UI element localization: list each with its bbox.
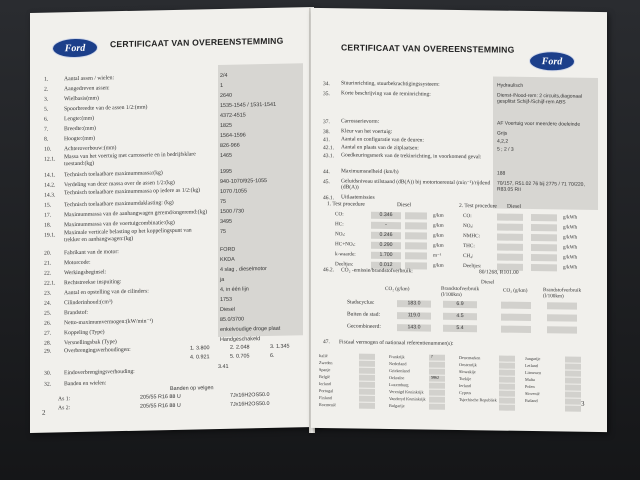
country-name: België (319, 374, 330, 380)
spec-label: Motorcode: (64, 259, 91, 267)
emission-unit-2: g/kWh (563, 264, 578, 271)
co2-row (311, 310, 607, 323)
country-value-box (499, 362, 515, 368)
page-number: 3 (581, 399, 585, 408)
country-name: Estland (525, 397, 538, 404)
spec-label: Aantal en configuratie van de deuren: (341, 136, 424, 144)
spec-number: 2. (44, 86, 49, 93)
spec-value: FORD (220, 246, 236, 253)
spec-label: Carrosserievorm: (341, 118, 380, 125)
spec-value: 4, in één lijn (220, 286, 249, 293)
spec-value: Dienst-/Nood-rem: 2 circuits,diagonaal gesplitst Schijf-/Schijf-rem ABS (497, 92, 583, 106)
spec-number: 41. (323, 137, 330, 144)
spec-label: Technisch toelaatbare maximummassa op iedere as 1/2:(kg) (64, 187, 201, 197)
emission-unit-2: g/kWh (563, 234, 578, 241)
emission-blank (531, 244, 557, 251)
spec-label: Breedte:(mm) (64, 125, 96, 133)
country-value-box (499, 397, 515, 403)
spec-label: Maximummassa van de voertuigcombinatie:(kg) (64, 219, 175, 229)
spec-value: 2640 (220, 92, 232, 99)
spec-number: 20. (44, 250, 52, 257)
spec-label: Geluidsniveau stilstaand (dB(A)) bij motortoerental (min⁻¹)/rijdend (dB(A)) (341, 178, 491, 191)
country-value-box (359, 374, 375, 380)
country-value-box (359, 360, 375, 366)
spec-label: Netto-maximumvermogen:(kW/min⁻¹) (64, 318, 154, 327)
fuel-blank (547, 302, 577, 309)
country-name: Turkije (459, 376, 472, 382)
co2-cycle: Gecombineerd: (347, 323, 381, 330)
emission-name: k-waarde: (335, 251, 356, 258)
spec-value: 75 (220, 228, 226, 235)
country-value-box (359, 353, 375, 359)
country-name: Roemenië (319, 402, 336, 408)
spec-number: 3. (44, 96, 49, 103)
spec-value (497, 197, 597, 198)
emission-unit: g/km (433, 222, 444, 229)
spec-label: Fabrikant van de motor: (64, 249, 119, 257)
emission-value: 0.012 (371, 262, 401, 269)
spec-number: 8. (44, 136, 49, 143)
emission-name-2: NMHC: (463, 233, 481, 240)
country-name: Tsjechische Republiek (459, 397, 497, 403)
country-name: Malta (525, 376, 535, 383)
spec-label: Korte beschrijving van de reminrichting: (341, 90, 431, 98)
country-name: Jungarije (525, 355, 541, 362)
spec-number: 46.1. (323, 195, 334, 202)
spec-number: 37. (323, 119, 330, 126)
spec-number: 45. (323, 179, 330, 186)
emission-value: 0.246 (371, 232, 401, 239)
spec-label: Cilinderinhoud:(cm³) (64, 299, 113, 307)
country-value-box (429, 396, 445, 402)
co2-row (311, 322, 607, 335)
emission-name-2: CH₄: (463, 253, 474, 260)
co2-blank (501, 326, 531, 333)
spec-value: 85.0/3700 (220, 316, 244, 323)
country-name: Oekraïne (389, 375, 405, 381)
spec-value: ja (220, 276, 225, 283)
spec-value: 5 ; 2 / 3 (497, 146, 514, 153)
spec-value: 70/157, R51.02 76 bij 2775 / 71 70/220, R83.05 RII (497, 180, 585, 193)
spec-label: Maximummassa van de aanhangwagen geremd/ongeremd:(kg) (64, 209, 208, 219)
spec-label: Wielbasis(mm) (64, 95, 99, 103)
spec-number: 12.1. (44, 156, 56, 163)
country-name: Ierland (319, 381, 331, 387)
left-page (30, 7, 314, 433)
gear-ratio-values-2: 4. 0.921 5. 0.705 6. (190, 352, 275, 361)
spec-label: Maximumsnelheid (km/h) (341, 168, 399, 176)
spec-label: Uitlaatemissies (341, 194, 375, 201)
emission-blank (405, 212, 427, 219)
spec-value: 3495 (220, 218, 232, 225)
co2-value: 119.0 (397, 312, 431, 319)
country-name: Griekenland (389, 368, 410, 374)
emission-blank (531, 214, 557, 221)
emission-blank (497, 214, 523, 221)
country-name: Luxemburg (389, 382, 409, 388)
spec-value: 1825 (220, 122, 232, 129)
country-value-box (565, 363, 581, 369)
country-value-box (565, 405, 581, 411)
tyres-axle2: As 2: 205/55 R16 88 U 7Jx16H2OS50.0 (58, 400, 270, 412)
spec-label: Stuurinrichting, stuurbekrachtigingssysteem: (341, 80, 440, 88)
spec-label: Lengte:(mm) (64, 115, 95, 123)
country-name: Denemarken (459, 355, 481, 361)
country-value-box (565, 391, 581, 397)
emission-name-2: CO: (463, 213, 472, 220)
spec-value: 4,2,2 (497, 138, 509, 145)
country-name: Zweden (319, 360, 333, 366)
spec-number: 44. (323, 169, 330, 176)
emission-unit: g/km (433, 262, 444, 269)
spec-label: Werkingsbeginsel: (64, 269, 107, 277)
spec-label: Achteroverbouw:(mm) (64, 145, 117, 153)
fiscal-row: 47. Fiscaal vermogen of nationaal referentienummer(s): (323, 339, 454, 347)
spec-value: 4 slag , dieselmotor (220, 266, 267, 273)
emission-unit-2: g/kWh (563, 224, 578, 231)
spec-label: Koppeling (Type) (64, 329, 105, 337)
spec-value: 1465 (220, 152, 232, 159)
tyres-axle1: As 1: 205/55 R16 88 U 7Jx16H2OS50.0 (58, 391, 270, 403)
emission-blank (405, 242, 427, 249)
country-value-box (499, 383, 515, 389)
country-name: Finland (319, 395, 332, 401)
country-value-box (429, 382, 445, 388)
country-name: Letland (525, 362, 538, 369)
gear-ratio-values: 1. 3.800 2. 2.048 3. 1.345 (190, 343, 290, 352)
emission-blank (405, 252, 427, 259)
co2-fuel-label: Diesel (481, 279, 495, 286)
country-value-box (359, 402, 375, 408)
spec-value: Grijs (497, 130, 508, 137)
spec-label: Aangedreven assen: (64, 85, 110, 93)
ford-logo: Ford (52, 38, 98, 59)
spec-value: Diesel (220, 306, 235, 313)
spec-value: KKDA (220, 256, 235, 263)
emission-unit: g/km (433, 212, 444, 219)
spec-number: 1. (44, 76, 49, 83)
spec-label: Hoogte:(mm) (64, 135, 95, 143)
spec-value: 826-966 (220, 142, 240, 149)
spec-number: 34. (323, 81, 330, 88)
country-value-box (565, 370, 581, 376)
gear-ratios-row: 29. Overbrengingsverhoudingen: (44, 346, 131, 355)
co2-cycle: Buiten de stad: (347, 311, 380, 318)
country-value-box (429, 361, 445, 367)
spec-number: 19.1. (44, 232, 56, 239)
emission-blank (497, 244, 523, 251)
country-value-box (499, 355, 515, 361)
spec-number: 23. (44, 290, 52, 297)
country-name: Vanderyd Kominkrijk (389, 396, 426, 402)
spec-value: 188 (497, 170, 506, 177)
emission-name: HC+NOₓ: (335, 241, 356, 248)
country-name: Frankrijk (389, 354, 405, 360)
fuel-value: 4.5 (443, 313, 477, 320)
country-name: Nederland (389, 361, 407, 367)
co2-headers: CO₂ (g/km) Brandstofverbruik (l/100km) CO₂ (g/km) Brandstofverbruik (l/100km) (385, 285, 582, 300)
country-name: Italië (319, 353, 328, 359)
country-name: Polen (525, 383, 535, 390)
country-name: Cyprus (459, 390, 472, 396)
country-value-box (565, 377, 581, 383)
co2-blank (501, 314, 531, 321)
country-value-box (499, 376, 515, 382)
spec-number: 14.3. (44, 192, 56, 199)
country-name: Slovenië (525, 390, 540, 397)
emission-blank (531, 234, 557, 241)
spec-value: 1535-1545 / 1531-1541 (220, 101, 277, 109)
co2-value: 143.0 (397, 324, 431, 331)
country-name: Litouwen (525, 369, 542, 376)
emission-name-2: THC: (463, 243, 475, 250)
emission-unit-2: g/kWh (563, 244, 578, 251)
spec-number: 26. (44, 320, 52, 327)
emission-unit: g/km (433, 242, 444, 249)
spec-number: 7. (44, 126, 49, 133)
spec-number: 21. (44, 260, 52, 267)
country-value-box (499, 390, 515, 396)
spec-value: 1500 /730 (220, 208, 244, 215)
spec-label: Aantal en plaats van de zitplaatsen: (341, 144, 419, 152)
spec-number: 14.1. (44, 172, 56, 179)
spec-number: 24. (44, 300, 52, 307)
country-name: Oostenrijk (459, 362, 477, 368)
page-number: 2 (42, 408, 46, 417)
spec-number: 17. (44, 212, 52, 219)
spec-label: Versnellingsbak (Type) (64, 339, 117, 347)
spec-value: 1564-1596 (220, 132, 246, 139)
country-name: Spanje (319, 367, 331, 373)
emission-name: Deeltjes: (335, 261, 354, 268)
country-value: ? (431, 353, 433, 359)
spec-number: 22. (44, 270, 52, 277)
country-value-box (565, 356, 581, 362)
spec-value: Handgeschakeld (220, 336, 261, 343)
emission-name-2: Deeltjes: (463, 263, 482, 270)
ford-logo: Ford (529, 51, 575, 72)
spec-number: 28. (44, 340, 52, 347)
spec-value: enkelvoudige droge plaat (220, 325, 281, 333)
emission-blank (405, 232, 427, 239)
spec-number: 42.1. (323, 145, 334, 152)
country-value-box (429, 403, 445, 409)
country-value-box (429, 354, 445, 360)
spec-label: Verdeling van deze massa over de assen 1/2:(kg) (64, 179, 175, 189)
spec-number: 5. (44, 106, 49, 113)
spec-number: 14.2. (44, 182, 56, 189)
tyres-row: 32. Banden en wielen: (44, 380, 107, 388)
spec-number: 25. (44, 310, 52, 317)
spec-label: Rechtstreekse inspuiting: (64, 279, 122, 287)
spec-value: 1070 /1055 (220, 188, 247, 195)
spec-number: 10. (44, 146, 52, 153)
page-title: CERTIFICAAT VAN OVEREENSTEMMING (341, 42, 515, 55)
spec-number: 6. (44, 116, 49, 123)
emission-unit: g/km (433, 232, 444, 239)
spec-value: AF Voertuig voor meerdere doeleinde (497, 120, 581, 128)
emission-blank (497, 224, 523, 231)
fuel-blank (547, 314, 577, 321)
spec-value (497, 155, 597, 156)
emission-value: - (371, 222, 401, 229)
emission-name: NOₓ: (335, 231, 346, 238)
emission-blank (497, 234, 523, 241)
page-title: CERTIFICAAT VAN OVEREENSTEMMING (110, 35, 284, 50)
emission-blank (405, 222, 427, 229)
emission-name-2: NOₓ: (463, 223, 474, 230)
right-page (311, 8, 607, 432)
country-value-box (359, 388, 375, 394)
test-procedure-header: 1. Test procedure Diesel 2. Test procedure Diesel (327, 201, 522, 210)
country-value-box (565, 384, 581, 390)
spec-label: Brandstof: (64, 309, 89, 317)
spec-label: Spoorbreedte van de assen 1/2:(mm) (64, 104, 148, 113)
spec-label: Aantal assen / wielen: (64, 75, 115, 83)
country-name: Bulgarije (389, 403, 405, 409)
emission-name: CO: (335, 211, 344, 218)
fuel-value: 6.9 (443, 301, 477, 308)
spec-label: Technisch toelaatbare maximumdaklasting: (kg) (64, 199, 174, 209)
emission-unit-2: g/kWh (563, 214, 578, 221)
spec-number: 35. (323, 91, 330, 98)
country-value-box (565, 398, 581, 404)
spec-number: 15. (44, 202, 52, 209)
tyres-header: Banden op velgen (170, 385, 214, 393)
country-name: Verenigd Koninkrijk (389, 389, 424, 395)
co2-cycle: Stadscyclus: (347, 299, 375, 306)
spec-value: 1753 (220, 296, 232, 303)
country-name: Ierland (459, 383, 471, 389)
emission-blank (531, 254, 557, 261)
spec-value: 1995 (220, 168, 232, 175)
spec-value: 1 (220, 82, 223, 89)
emission-blank (497, 254, 523, 261)
emission-blank (531, 224, 557, 231)
spec-label: Kleur van het voertuig: (341, 128, 393, 136)
spec-number: 43.1. (323, 153, 334, 160)
spec-number: 38. (323, 129, 330, 136)
spec-number: 27. (44, 330, 52, 337)
co2-row: 46.2. CO₂ -emissie/brandstofverbruik: 80/1268, R101.00 (323, 267, 519, 276)
country-name: Slowakije (459, 369, 476, 375)
country-value: 5862 (431, 374, 439, 380)
country-value-box (359, 367, 375, 373)
country-value-box (429, 389, 445, 395)
emission-unit: m⁻¹ (433, 252, 442, 259)
spec-value: 2/4 (220, 72, 228, 79)
spec-value: 4372-4515 (220, 112, 246, 119)
spec-number: 22.1. (44, 280, 56, 287)
spec-label: Massa van het voertuig met carrosserie en in bedrijfsklare toestand:(kg) (64, 151, 196, 168)
spec-value: 75 (220, 198, 226, 205)
fuel-blank (547, 326, 577, 333)
emission-value: 0.346 (371, 212, 401, 219)
spec-value: Hydraulisch (497, 82, 524, 89)
spec-label: Goedkeuringsmerk van de trekinrichting, in voorkomend geval: (341, 152, 482, 161)
spec-value: 940-1070/925-1055 (220, 178, 268, 185)
emission-value: 0.290 (371, 242, 401, 249)
country-value-box (359, 381, 375, 387)
country-name: Portugal (319, 388, 334, 394)
country-value-box (359, 395, 375, 401)
co2-value: 183.0 (397, 300, 431, 307)
co2-row (311, 298, 607, 311)
spec-number: 18. (44, 222, 52, 229)
emission-unit-2: g/kWh (563, 254, 578, 261)
country-value-box (499, 404, 515, 410)
spec-label: Technisch toelaatbare maximummassa:(kg) (64, 170, 163, 179)
country-value-box (429, 375, 445, 381)
fuel-value: 5.4 (443, 325, 477, 332)
spec-label: Aantal en opstelling van de cilinders: (64, 288, 149, 297)
final-drive-row: 30. Eindoverbrengingsverhouding: 3.41 (44, 363, 229, 377)
co2-blank (501, 302, 531, 309)
country-value-box (499, 369, 515, 375)
emission-name: HC: (335, 221, 344, 228)
emission-value: 1.700 (371, 252, 401, 259)
spec-label: Maximale verticale belasting op het koppelingspunt van trekker en aanhangwagen:(kg) (64, 227, 192, 244)
